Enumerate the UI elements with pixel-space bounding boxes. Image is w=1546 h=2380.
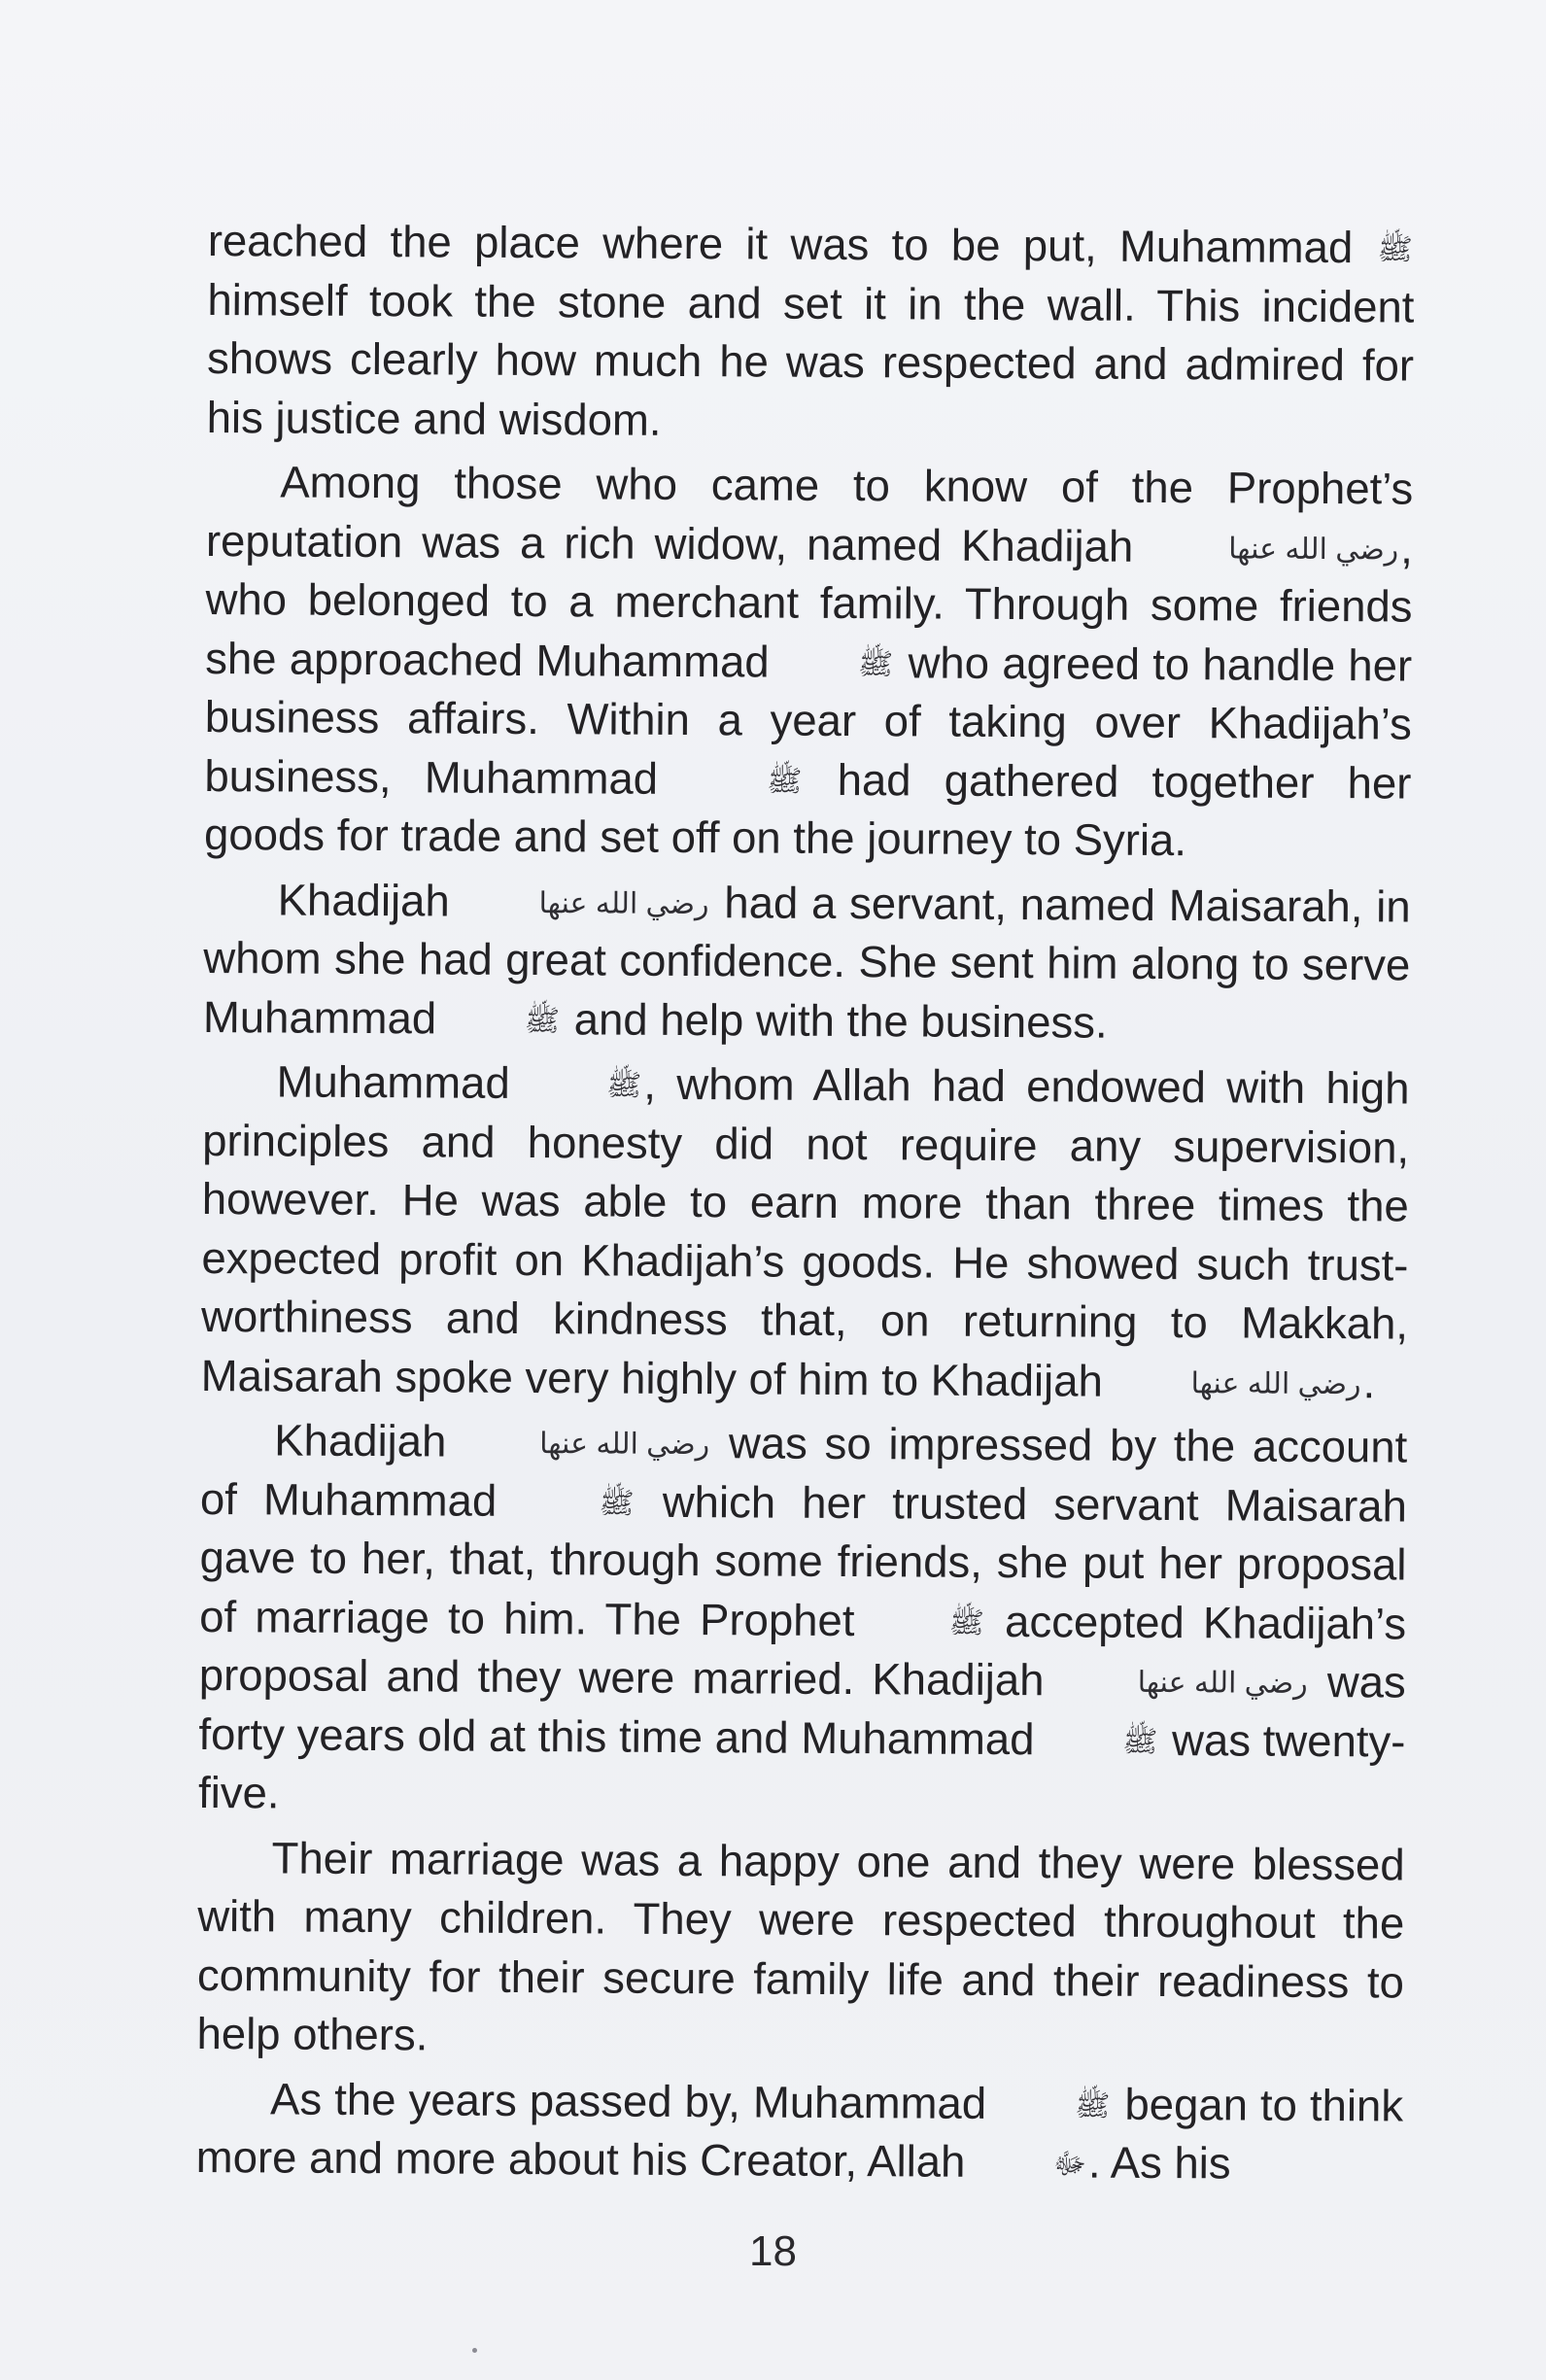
text-run: .	[1362, 1357, 1376, 1407]
text-run: , who belonged to a merchant family. Through some friends she approached Muhammad	[205, 523, 1414, 687]
paragraph-7	[196, 2069, 1404, 2194]
salawat-icon: ﷺ	[605, 1069, 642, 1102]
text-run: was forty years old at this time and Muhammad	[198, 1657, 1406, 1764]
text-run: accepted Khadijah’s proposal and they were married. Khadijah	[198, 1596, 1407, 1706]
text-run: As the years passed by, Muhammad	[269, 2073, 987, 2128]
text-run: Khadijah	[277, 874, 450, 926]
salawat-icon: ﷺ	[599, 1486, 635, 1520]
paragraph-4	[200, 1052, 1409, 1413]
text-run: . As his	[1087, 2137, 1231, 2189]
text-run: which her trusted servant Maisarah gave to her, that, through some friends, she put her proposal of marriage to him. The Prophet	[199, 1476, 1408, 1645]
radiallahu-anha-icon: رضي الله عنها	[539, 1428, 710, 1462]
paragraph-3	[203, 870, 1411, 1053]
paragraph-6	[196, 1828, 1404, 2071]
paragraph-2	[204, 453, 1414, 872]
paragraph-5	[198, 1411, 1408, 1830]
body-text	[196, 212, 1415, 2194]
radiallahu-anha-icon: رضي الله عنها	[1228, 532, 1399, 566]
text-run: reached the place where it was to be put, Muhammad	[207, 215, 1354, 273]
text-run: and help with the business.	[573, 993, 1108, 1048]
text-run: , whom Allah had endowed with high principles and honesty did not require any supervision, however. He was able to earn more than three times the expected profit on Khadijah’s goods. He showed such trust-worthiness and kindness that, on returning to Makkah, Maisarah spoke very highly of him to Khadijah	[200, 1058, 1410, 1406]
text-run: was twenty-five.	[197, 1714, 1406, 1818]
text-run: Among those who came to know of the Prophet’s reputation was a rich widow, named Khadijah	[205, 457, 1414, 571]
text-run: Muhammad	[276, 1056, 510, 1108]
jalla-jalaluhu-icon: ﷻ	[1052, 2148, 1087, 2181]
text-run: Khadijah	[274, 1415, 447, 1466]
text-run: had a servant, named Maisarah, in whom she had great confidence. She sent him along to serve Muhammad	[202, 877, 1411, 1043]
text-run: Their marriage was a happy one and they were blessed with many children. They were respected throughout the community for their secure family life and their readiness to help others.	[196, 1832, 1405, 2060]
paper-speck	[472, 2348, 477, 2353]
radiallahu-anha-icon: رضي الله عنها	[538, 886, 709, 920]
salawat-icon: ﷺ	[767, 765, 803, 798]
salawat-icon: ﷺ	[857, 647, 894, 680]
paragraph-1	[207, 212, 1415, 455]
page-number: 18	[749, 2227, 797, 2275]
radiallahu-anha-icon: رضي الله عنها	[1137, 1666, 1308, 1700]
text-run: began to think more and more about his Creator, Allah	[195, 2079, 1404, 2187]
salawat-icon: ﷺ	[1075, 2088, 1111, 2122]
salawat-icon: ﷺ	[1122, 1725, 1158, 1758]
text-run: who agreed to handle her business affairs. Within a year of taking over Khadijah’s business, Muhammad	[204, 637, 1413, 804]
text-run: had gathered together her goods for trade and set off on the journey to Syria.	[203, 754, 1412, 866]
salawat-icon: ﷺ	[948, 1606, 985, 1639]
radiallahu-anha-icon: رضي الله عنها	[1190, 1366, 1361, 1400]
salawat-icon: ﷺ	[524, 1004, 561, 1037]
text-run: was so impressed by the account of Muhammad	[199, 1418, 1408, 1526]
salawat-icon: ﷺ	[1377, 233, 1413, 266]
text-run: himself took the stone and set it in the wall. This incident shows clearly how much he was respected and admired for his justice and wisdom.	[206, 274, 1415, 445]
